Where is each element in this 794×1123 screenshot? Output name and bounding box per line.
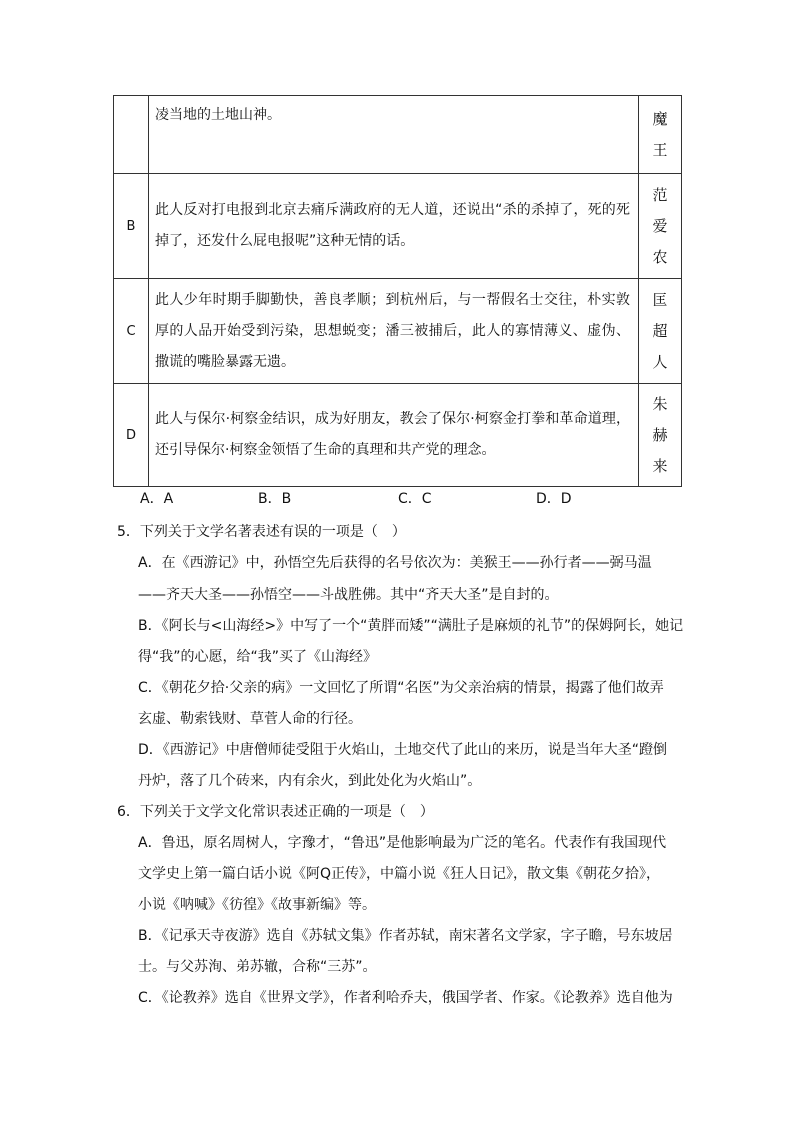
q4-options <box>140 488 700 512</box>
q5-option-c-line2: 玄虚、勒索钱财、草菅人命的行径。 <box>138 711 362 727</box>
q5-option-d-line2: 丹炉，落了几个砖来，内有余火，到此处化为火焰山”。 <box>138 773 482 789</box>
name-char: 王 <box>652 140 668 159</box>
name-char: 魔 <box>652 109 668 128</box>
row-description: 此人少年时期手脚勤快，善良孝顺；到杭州后，与一帮假名士交往，朴实敦厚的人品开始受到污染，思想蜕变；潘三被捕后，此人的寡情薄义、虚伪、撒谎的嘴脸暴露无遗。 <box>149 279 639 384</box>
row-letter: D <box>114 384 149 487</box>
name-char: 人 <box>652 352 668 371</box>
q6-option-b-line2: 士。与父苏洵、弟苏辙，合称“三苏”。 <box>138 959 377 975</box>
table-row <box>114 96 682 174</box>
q6-option-a-line1[interactable]: A．鲁迅，原名周树人，字豫才，“鲁迅”是他影响最为广泛的笔名。代表作有我国现代 <box>138 835 667 851</box>
row-description: 此人与保尔·柯察金结识，成为好朋友，教会了保尔·柯察金打拳和革命道理，还引导保尔·柯察金领悟了生命的真理和共产党的理念。 <box>149 384 639 487</box>
name-char: 超 <box>652 321 668 340</box>
row-character-name <box>639 96 682 174</box>
row-description: 此人反对打电报到北京去痛斥满政府的无人道，还说出“杀的杀掉了，死的死掉了，还发什么屁电报呢”这种无情的话。 <box>149 174 639 279</box>
name-char: 农 <box>652 247 668 266</box>
name-char: 朱 <box>652 394 668 413</box>
row-character-name <box>639 279 682 384</box>
q5-option-c-line1[interactable]: C．《朝花夕拾·父亲的病》一文回忆了所谓“名医”为父亲治病的情景，揭露了他们故弄 <box>138 680 664 696</box>
row-letter: B <box>114 174 149 279</box>
option-d[interactable]: D．D <box>536 491 572 507</box>
name-char: 范 <box>652 185 668 204</box>
name-char: 赫 <box>652 425 668 444</box>
q5-option-a-line2: ——齐天大圣——孙悟空——斗战胜佛。其中“齐天大圣”是自封的。 <box>138 587 559 603</box>
q6-option-c-line1[interactable]: C．《论教养》选自《世界文学》，作者利哈乔夫，俄国学者、作家。《论教养》选自他为 <box>138 990 673 1006</box>
question-6-stem: 6．下列关于文学文化常识表述正确的一项是（ ） <box>117 804 434 820</box>
q6-option-a-line3: 小说《呐喊》《彷徨》《故事新编》等。 <box>138 897 376 913</box>
name-char: 爱 <box>652 216 668 235</box>
q5-option-b-line1[interactable]: B．《阿长与<山海经>》中写了一个“黄胖而矮”“满肚子是麻烦的礼节”的保姆阿长，她记 <box>138 618 684 634</box>
row-character-name <box>639 384 682 487</box>
q5-option-b-line2: 得“我”的心愿，给“我”买了《山海经》 <box>138 649 378 665</box>
table-row <box>114 174 682 279</box>
q6-option-b-line1[interactable]: B．《记承天寺夜游》选自《苏轼文集》作者苏轼，南宋著名文学家，字子瞻，号东坡居 <box>138 928 673 944</box>
row-letter <box>114 96 149 174</box>
name-char: 来 <box>652 456 668 475</box>
q5-option-a-line1[interactable]: A．在《西游记》中，孙悟空先后获得的名号依次为：美猴王——孙行者——弼马温 <box>138 555 652 571</box>
option-a[interactable]: A．A <box>140 491 174 507</box>
option-c[interactable]: C．C <box>398 491 432 507</box>
character-table <box>113 95 682 487</box>
q5-option-d-line1[interactable]: D．《西游记》中唐僧师徒受阻于火焰山，土地交代了此山的来历，说是当年大圣“蹬倒 <box>138 742 668 758</box>
question-5-stem: 5．下列关于文学名著表述有误的一项是（ ） <box>117 524 406 540</box>
row-letter: C <box>114 279 149 384</box>
row-character-name <box>639 174 682 279</box>
table-row <box>114 384 682 487</box>
row-description: 凌当地的土地山神。 <box>149 96 639 174</box>
table-row <box>114 279 682 384</box>
name-char: 匡 <box>652 290 668 309</box>
q6-option-a-line2: 文学史上第一篇白话小说《阿Q正传》，中篇小说《狂人日记》，散文集《朝花夕拾》， <box>138 866 661 882</box>
option-b[interactable]: B．B <box>258 491 292 507</box>
